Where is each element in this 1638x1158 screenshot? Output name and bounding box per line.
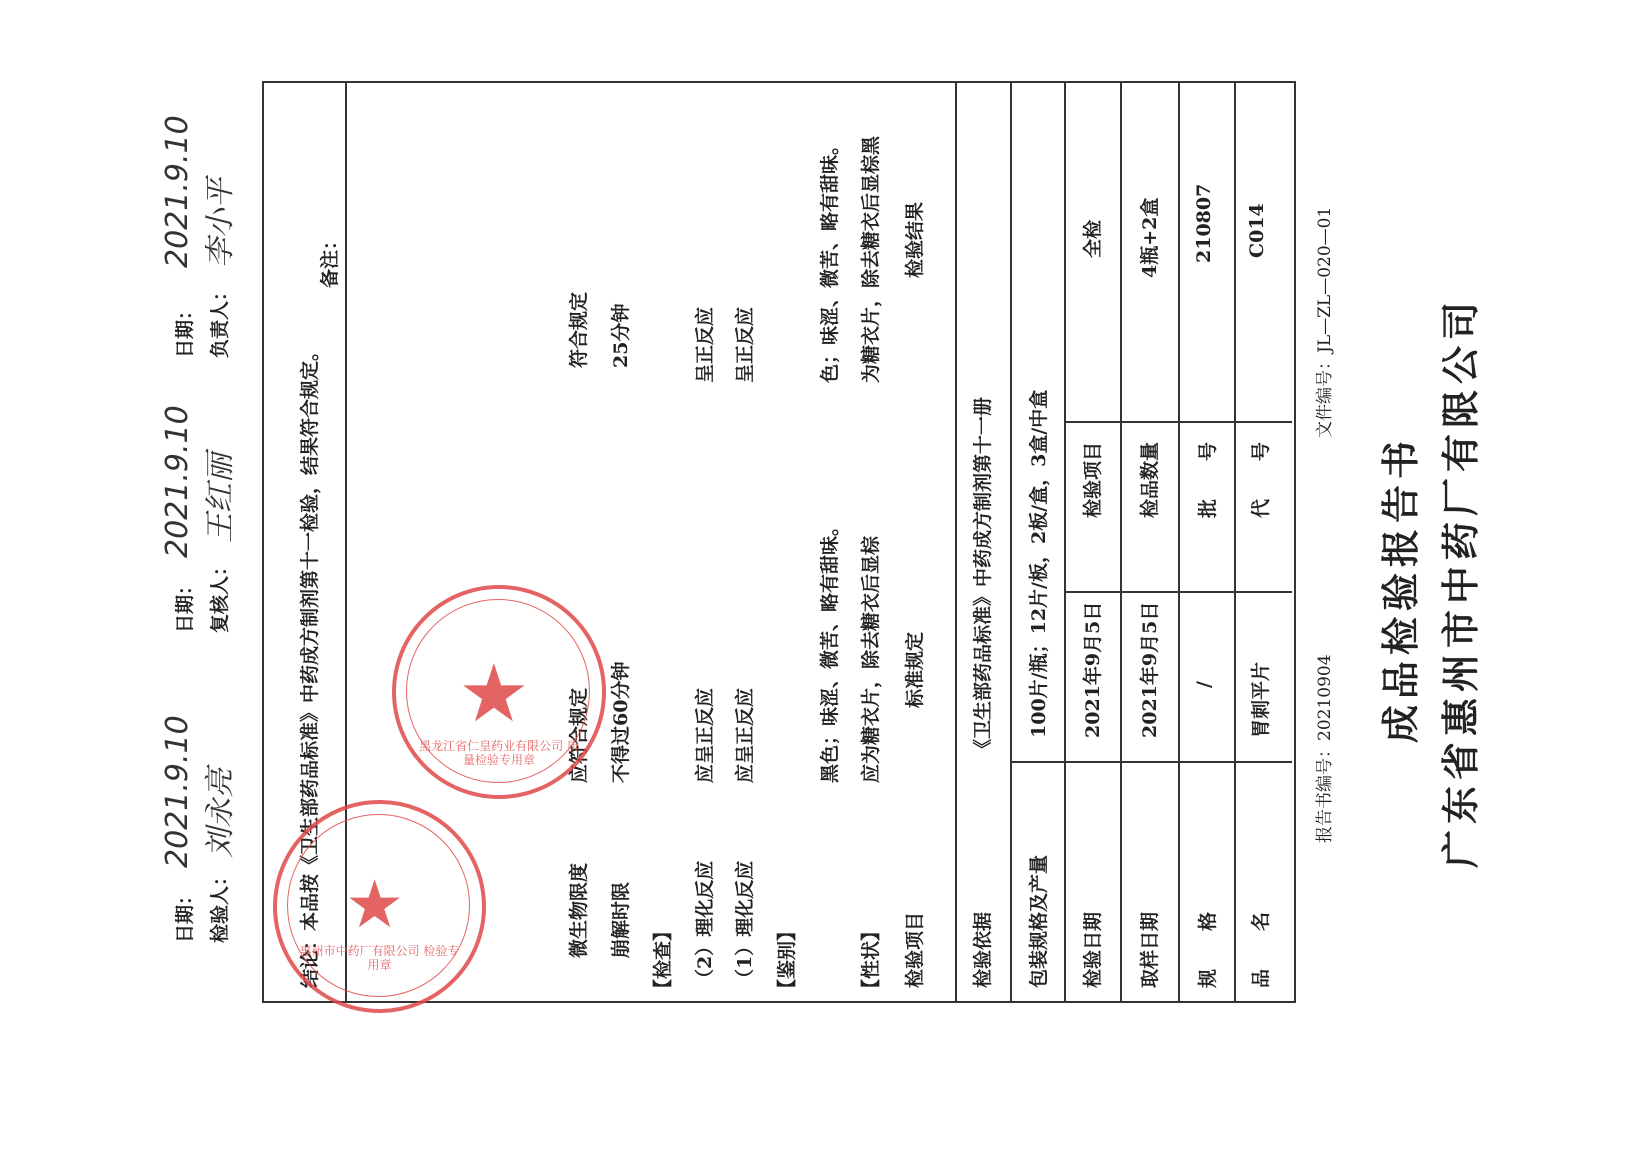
report-number: 报告书编号：20210904 bbox=[1315, 654, 1335, 843]
col-divider bbox=[1010, 761, 1292, 763]
file-number: 文件编号：JL—ZL—020—01 bbox=[1315, 206, 1335, 438]
row-divider bbox=[1010, 83, 1012, 1003]
test-item-value: 全检 bbox=[1082, 219, 1104, 258]
package-label: 包装规格及产量 bbox=[1028, 854, 1050, 988]
identify-2-result: 呈正反应 bbox=[694, 306, 716, 383]
reviewer-date-label: 日期： bbox=[174, 575, 196, 633]
character-result-line2: 色；味涩、微苦、略有甜味。 bbox=[819, 135, 841, 383]
microbial-result: 符合规定 bbox=[568, 291, 590, 368]
conclusion-text: 结论：本品按《卫生部药品标准》中药成方制剂第十一检验，结果符合规定。 bbox=[299, 341, 321, 988]
stamp2-text: 惠州市中药厂有限公司 检验专用章 bbox=[299, 944, 460, 972]
inspector-date: 2021.9.10 bbox=[160, 715, 195, 868]
section-check: 【检查】 bbox=[652, 921, 674, 998]
test-item-label: 检验项目 bbox=[1082, 441, 1104, 518]
col-header-standard: 标准规定 bbox=[904, 631, 926, 708]
col-divider bbox=[1064, 591, 1292, 593]
sample-date-label: 取样日期 bbox=[1139, 911, 1161, 988]
star-icon: ★ bbox=[458, 647, 530, 740]
row-divider bbox=[1120, 83, 1122, 1003]
report-title: 成品检验报告书 bbox=[1378, 434, 1423, 743]
company-name: 广东省惠州市中药厂有限公司 bbox=[1438, 295, 1483, 868]
col-divider bbox=[1064, 421, 1292, 423]
sample-date-value: 2021年9月5日 bbox=[1139, 601, 1161, 738]
inspector-signature: 刘永亮 bbox=[203, 768, 238, 858]
identify-1-standard: 应呈正反应 bbox=[734, 687, 756, 783]
character-standard-line2: 黑色；味涩、微苦、略有甜味。 bbox=[819, 516, 841, 783]
basis-value: 《卫生部药品标准》中药成方制剂第十一册 bbox=[972, 396, 994, 758]
disintegration-standard: 不得过60分钟 bbox=[610, 661, 632, 783]
code-value: C014 bbox=[1246, 203, 1268, 258]
inspector-label: 检验人： bbox=[209, 866, 231, 943]
spec-value: / bbox=[1193, 681, 1215, 688]
responsible-label: 负责人： bbox=[209, 281, 231, 358]
col-header-result: 检验结果 bbox=[904, 201, 926, 278]
test-date-value: 2021年9月5日 bbox=[1082, 601, 1104, 738]
inspection-stamp bbox=[273, 800, 486, 1013]
basis-label: 检验依据 bbox=[972, 911, 994, 988]
identify-2-label: （2）理化反应 bbox=[694, 860, 716, 988]
row-divider bbox=[1234, 83, 1236, 1003]
spec-label: 规 格 bbox=[1197, 911, 1219, 988]
section-character: 【性状】 bbox=[860, 921, 882, 998]
identify-1-label: （1）理化反应 bbox=[734, 860, 756, 988]
responsible-date: 2021.9.10 bbox=[160, 115, 195, 268]
inspector-date-label: 日期： bbox=[174, 885, 196, 943]
reviewer-signature: 王红丽 bbox=[203, 453, 238, 543]
code-label: 代 号 bbox=[1250, 441, 1272, 518]
character-standard-line1: 应为糖衣片，除去糖衣后显棕 bbox=[860, 535, 882, 783]
section-identify: 【鉴别】 bbox=[776, 921, 798, 998]
responsible-signature: 李小平 bbox=[203, 178, 238, 268]
row-divider bbox=[1178, 83, 1180, 1003]
batch-label: 批 号 bbox=[1197, 441, 1219, 518]
reviewer-label: 复核人： bbox=[209, 556, 231, 633]
sample-qty-value: 4瓶+2盒 bbox=[1139, 197, 1161, 278]
identify-2-standard: 应呈正反应 bbox=[694, 687, 716, 783]
package-value: 100片/瓶；12片/板，2板/盒，3盒/中盒 bbox=[1028, 389, 1050, 738]
quality-stamp bbox=[392, 585, 606, 799]
sample-qty-label: 检品数量 bbox=[1139, 441, 1161, 518]
identify-1-result: 呈正反应 bbox=[734, 306, 756, 383]
batch-value: 210807 bbox=[1193, 183, 1215, 263]
stamp1-text: 黑龙江省仁皇药业有限公司 质量检验专用章 bbox=[419, 739, 579, 767]
disintegration-result: 25分钟 bbox=[610, 303, 632, 368]
test-date-label: 检验日期 bbox=[1082, 911, 1104, 988]
product-label: 品 名 bbox=[1250, 911, 1272, 988]
microbial-label: 微生物限度 bbox=[568, 862, 590, 958]
reviewer-date: 2021.9.10 bbox=[160, 405, 195, 558]
star-icon: ★ bbox=[345, 866, 405, 943]
responsible-date-label: 日期： bbox=[174, 300, 196, 358]
row-divider bbox=[955, 83, 957, 1003]
character-result-line1: 为糖衣片，除去糖衣后显棕黑 bbox=[860, 135, 882, 383]
product-value: 胃刺平片 bbox=[1250, 661, 1272, 738]
disintegration-label: 崩解时限 bbox=[610, 881, 632, 958]
microbial-standard: 应符合规定 bbox=[568, 687, 590, 783]
row-divider bbox=[1064, 83, 1066, 1003]
remark-label: 备注： bbox=[319, 230, 341, 288]
col-header-item: 检验项目 bbox=[904, 911, 926, 988]
